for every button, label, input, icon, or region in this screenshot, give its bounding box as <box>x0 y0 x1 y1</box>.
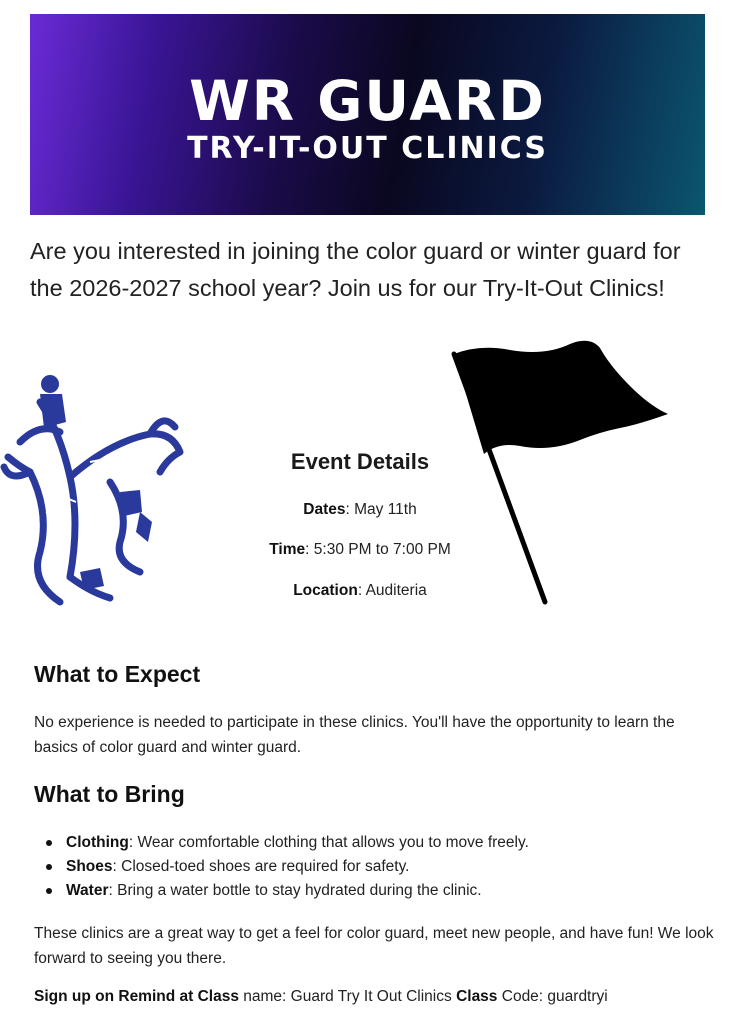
time-label: Time <box>269 541 306 558</box>
location-value: Auditeria <box>365 582 427 599</box>
time-value: 5:30 PM to 7:00 PM <box>313 541 451 558</box>
list-item-text: Bring a water bottle to stay hydrated during the clinic. <box>117 882 482 899</box>
bring-list <box>34 831 714 903</box>
list-item-label: Clothing <box>66 834 129 851</box>
flag-icon <box>450 336 672 608</box>
banner-title: WR GUARD <box>189 69 546 133</box>
header-banner <box>30 14 705 215</box>
banner-subtitle: TRY-IT-OUT CLINICS <box>187 131 548 166</box>
list-item: Water: Bring a water bottle to stay hydrated during the clinic. <box>34 879 714 903</box>
list-item-label: Water <box>66 882 109 899</box>
dates-label: Dates <box>303 501 346 518</box>
event-time: Time: 5:30 PM to 7:00 PM <box>269 541 451 558</box>
list-item-label: Shoes <box>66 858 113 875</box>
list-item-text: Wear comfortable clothing that allows you to move freely. <box>137 834 529 851</box>
what-to-bring-heading: What to Bring <box>34 781 185 807</box>
closing-text: These clinics are a great way to get a feel for color guard, meet new people, and have fun! We look forward to seeing you there. <box>34 925 714 967</box>
list-item: Clothing: Wear comfortable clothing that allows you to move freely. <box>34 831 714 855</box>
dates-value: May 11th <box>354 501 417 518</box>
signup-class-label: Class <box>456 988 498 1005</box>
list-item-text: Closed-toed shoes are required for safety. <box>121 858 410 875</box>
list-item: Shoes: Closed-toed shoes are required for safety. <box>34 855 714 879</box>
intro-text: Are you interested in joining the color guard or winter guard for the 2026-2027 school year? Join us for our Try-It-Out Clinics! <box>30 238 681 301</box>
what-to-expect-text: No experience is needed to participate in these clinics. You'll have the opportunity to learn the basics of color guard and winter guard. <box>34 714 675 756</box>
event-details-heading: Event Details <box>290 449 430 474</box>
location-label: Location <box>293 582 358 599</box>
event-location: Location: Auditeria <box>293 582 427 599</box>
signup-class-name: name: Guard Try It Out Clinics <box>243 988 452 1005</box>
event-dates: Dates: May 11th <box>303 501 417 518</box>
signup-line <box>34 988 724 1006</box>
what-to-expect-heading: What to Expect <box>34 661 201 687</box>
signup-class-code: Code: guardtryi <box>501 988 608 1005</box>
bronco-rider-logo-icon <box>0 372 190 607</box>
signup-prefix: Sign up on Remind at Class <box>34 988 239 1005</box>
